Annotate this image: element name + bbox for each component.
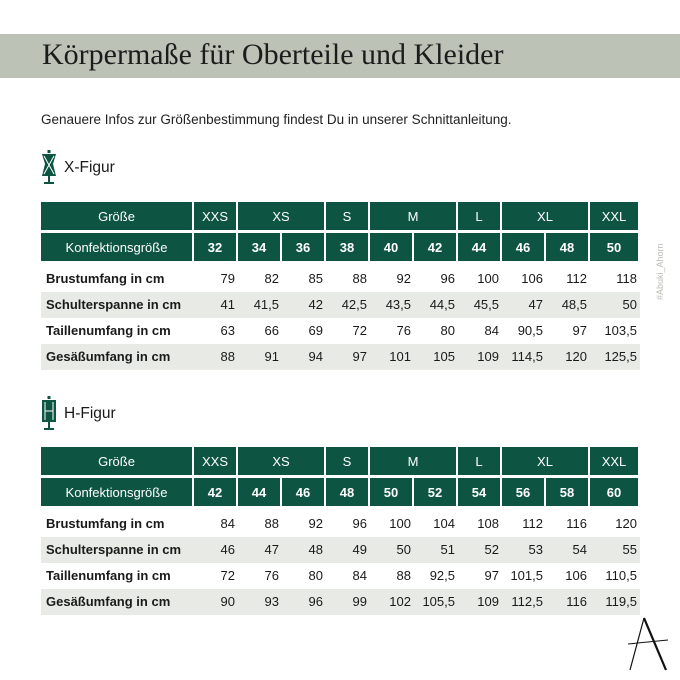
- measurement-value: 112: [566, 271, 587, 286]
- size-header-cell: L: [458, 447, 500, 475]
- measurement-value: 72: [352, 323, 367, 338]
- measurement-value: 93: [264, 594, 279, 609]
- measurement-value: 116: [566, 594, 587, 609]
- measurement-value: 125,5: [604, 349, 637, 364]
- measurement-value: 96: [352, 516, 367, 531]
- measurement-value: 42,5: [341, 297, 367, 312]
- konfektion-cell: 50: [370, 478, 412, 506]
- measurement-value: 80: [440, 323, 455, 338]
- konfektion-cell: 36: [282, 233, 324, 261]
- size-header-cell: XS: [238, 202, 324, 230]
- measurement-value: 79: [220, 271, 235, 286]
- measurement-value: 41,5: [253, 297, 279, 312]
- konfektion-header-row: [41, 478, 640, 506]
- size-header-cell: XXL: [590, 447, 638, 475]
- measurement-value: 84: [352, 568, 367, 583]
- measurement-value: 88: [352, 271, 367, 286]
- measurement-row: [41, 344, 640, 370]
- measurement-value: 106: [521, 271, 543, 286]
- dress-form-h-icon: [40, 396, 58, 432]
- measurement-value: 88: [220, 349, 235, 364]
- measurement-value: 114,5: [511, 349, 543, 364]
- size-header-cell: XXS: [194, 447, 236, 475]
- page-title: Körpermaße für Oberteile und Kleider: [42, 38, 504, 71]
- measurement-label: Taillenumfang in cm: [46, 568, 171, 583]
- size-header-label: Größe: [41, 202, 192, 230]
- measurement-label: Schulterspanne in cm: [46, 542, 182, 557]
- size-header-cell: S: [326, 202, 368, 230]
- measurement-value: 80: [308, 568, 323, 583]
- h-figure-table: [41, 447, 640, 615]
- measurement-value: 84: [484, 323, 499, 338]
- measurement-value: 105: [433, 349, 455, 364]
- measurement-label: Brustumfang in cm: [46, 271, 165, 286]
- measurement-label: Brustumfang in cm: [46, 516, 165, 531]
- measurement-value: 84: [220, 516, 235, 531]
- measurement-value: 88: [396, 568, 411, 583]
- konfektion-cell: 34: [238, 233, 280, 261]
- measurement-value: 96: [440, 271, 455, 286]
- measurement-value: 54: [572, 542, 587, 557]
- measurement-value: 105,5: [422, 594, 455, 609]
- konfektion-cell: 50: [590, 233, 638, 261]
- measurement-value: 76: [264, 568, 279, 583]
- measurement-value: 116: [566, 516, 587, 531]
- konfektion-header-row: [41, 233, 640, 261]
- measurement-value: 101: [389, 349, 411, 364]
- measurement-value: 99: [352, 594, 367, 609]
- measurement-value: 112,5: [511, 594, 543, 609]
- measurement-value: 100: [477, 271, 499, 286]
- measurement-value: 82: [264, 271, 279, 286]
- measurement-value: 112: [522, 516, 543, 531]
- measurement-value: 76: [396, 323, 411, 338]
- measurement-value: 96: [308, 594, 323, 609]
- measurement-value: 103,5: [604, 323, 637, 338]
- measurement-value: 72: [220, 568, 235, 583]
- dress-form-x-icon: [40, 150, 58, 186]
- size-header-row: [41, 202, 640, 230]
- konfektion-cell: 44: [238, 478, 280, 506]
- measurement-value: 63: [220, 323, 235, 338]
- measurement-value: 50: [396, 542, 411, 557]
- measurement-value: 109: [477, 349, 499, 364]
- measurement-value: 90: [220, 594, 235, 609]
- measurement-row: [41, 266, 640, 292]
- konfektion-cell: 54: [458, 478, 500, 506]
- konfektion-cell: 56: [502, 478, 544, 506]
- measurement-value: 109: [477, 594, 499, 609]
- measurement-value: 55: [622, 542, 637, 557]
- measurement-value: 106: [565, 568, 587, 583]
- measurement-value: 94: [308, 349, 323, 364]
- measurement-value: 104: [433, 516, 455, 531]
- konfektion-header-label: Konfektionsgröße: [41, 233, 192, 261]
- measurement-value: 119,5: [605, 594, 637, 609]
- size-header-cell: XL: [502, 202, 588, 230]
- measurement-value: 52: [484, 542, 499, 557]
- measurement-value: 48,5: [561, 297, 587, 312]
- measurement-value: 120: [565, 349, 587, 364]
- konfektion-cell: 52: [414, 478, 456, 506]
- measurement-value: 46: [220, 542, 235, 557]
- measurement-value: 49: [352, 542, 367, 557]
- measurement-label: Gesäßumfang in cm: [46, 349, 171, 364]
- measurement-value: 42: [308, 297, 323, 312]
- measurement-value: 92: [396, 271, 411, 286]
- konfektion-cell: 32: [194, 233, 236, 261]
- measurement-value: 45,5: [473, 297, 499, 312]
- measurement-row: [41, 589, 640, 615]
- x-figure-table: [41, 202, 640, 370]
- konfektion-header-label: Konfektionsgröße: [41, 478, 192, 506]
- konfektion-cell: 60: [590, 478, 638, 506]
- h-figure-label: H-Figur: [64, 405, 116, 422]
- size-header-cell: XXL: [590, 202, 638, 230]
- measurement-value: 50: [622, 297, 637, 312]
- measurement-value: 47: [264, 542, 279, 557]
- konfektion-cell: 48: [326, 478, 368, 506]
- measurement-row: [41, 292, 640, 318]
- measurement-row: [41, 563, 640, 589]
- size-header-cell: M: [370, 202, 456, 230]
- measurement-label: Taillenumfang in cm: [46, 323, 171, 338]
- konfektion-cell: 42: [194, 478, 236, 506]
- measurement-value: 120: [615, 516, 637, 531]
- measurement-value: 108: [477, 516, 499, 531]
- size-header-cell: XL: [502, 447, 588, 475]
- konfektion-cell: 38: [326, 233, 368, 261]
- size-header-cell: M: [370, 447, 456, 475]
- measurement-value: 88: [264, 516, 279, 531]
- size-header-cell: L: [458, 202, 500, 230]
- measurement-value: 97: [572, 323, 587, 338]
- measurement-value: 44,5: [429, 297, 455, 312]
- konfektion-cell: 42: [414, 233, 456, 261]
- measurement-row: [41, 318, 640, 344]
- measurement-value: 66: [264, 323, 279, 338]
- konfektion-cell: 58: [546, 478, 588, 506]
- measurement-value: 92: [308, 516, 323, 531]
- measurement-row: [41, 537, 640, 563]
- x-figure-heading: [40, 150, 115, 186]
- measurement-value: 100: [389, 516, 411, 531]
- konfektion-cell: 48: [546, 233, 588, 261]
- x-figure-label: X-Figur: [64, 159, 115, 176]
- size-header-label: Größe: [41, 447, 192, 475]
- konfektion-cell: 40: [370, 233, 412, 261]
- measurement-value: 69: [308, 323, 323, 338]
- measurement-row: [41, 511, 640, 537]
- measurement-value: 102: [389, 594, 411, 609]
- measurement-value: 97: [484, 568, 499, 583]
- h-figure-heading: [40, 396, 116, 432]
- measurement-value: 48: [308, 542, 323, 557]
- measurement-value: 41: [220, 297, 235, 312]
- size-header-row: [41, 447, 640, 475]
- konfektion-cell: 46: [282, 478, 324, 506]
- measurement-value: 91: [264, 349, 279, 364]
- measurement-value: 101,5: [510, 568, 543, 583]
- measurement-value: 97: [352, 349, 367, 364]
- konfektion-cell: 44: [458, 233, 500, 261]
- size-header-cell: XXS: [194, 202, 236, 230]
- measurement-value: 53: [528, 542, 543, 557]
- measurement-value: 47: [528, 297, 543, 312]
- measurement-label: Schulterspanne in cm: [46, 297, 182, 312]
- size-header-cell: S: [326, 447, 368, 475]
- measurement-value: 85: [308, 271, 323, 286]
- measurement-value: 92,5: [429, 568, 455, 583]
- size-header-cell: XS: [238, 447, 324, 475]
- brand-logo-a-icon: [622, 616, 670, 672]
- konfektion-cell: 46: [502, 233, 544, 261]
- measurement-value: 90,5: [517, 323, 543, 338]
- measurement-value: 118: [616, 271, 637, 286]
- measurement-label: Gesäßumfang in cm: [46, 594, 171, 609]
- measurement-value: 51: [440, 542, 455, 557]
- measurement-value: 43,5: [385, 297, 411, 312]
- side-tag: #Abuki_Ahorn: [655, 243, 665, 300]
- measurement-value: 110,5: [605, 568, 637, 583]
- intro-text: Genauere Infos zur Größenbestimmung findest Du in unserer Schnittanleitung.: [41, 112, 512, 127]
